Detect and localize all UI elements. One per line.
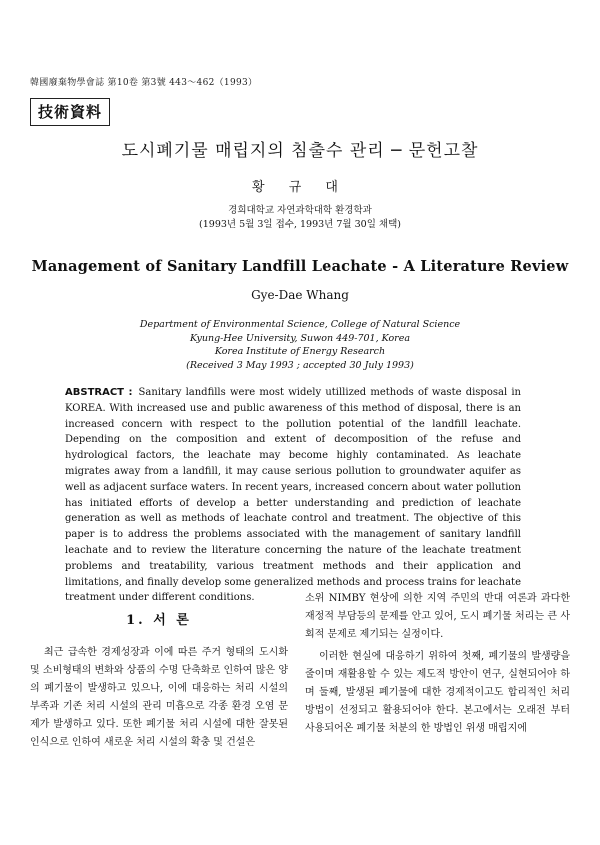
affil-university: Kyung-Hee University, Suwon 449-701, Korea xyxy=(189,332,411,344)
body-right-column xyxy=(305,590,570,738)
affil-institute: Korea Institute of Energy Research xyxy=(214,346,386,357)
section-heading: 1. 서 론 xyxy=(126,613,192,628)
korean-affiliation xyxy=(0,204,600,232)
intro-paragraph-3: 이러한 현실에 대응하기 위하여 첫째, 폐기물의 발생량을 줄이며 재활용할 수 있는 제도적 방안이 연구, 실현되어야 하며 둘째, 발생된 폐기물에 대한 경제적이고도 합리적인 처리 방법이 선정되고 활용되어야 한다. 본고에서는 오래전 부터 사용되어온 폐기물 처분의 한 방법인 위생 매립지에 xyxy=(305,651,570,734)
intro-paragraph-1: 최근 급속한 경제성장과 이에 따른 주거 형태의 도시화 및 소비형태의 변화와 상품의 수명 단축화로 인하여 많은 양의 폐기물이 발생하고 있으나, 이에 대응하는 처리 시설의 부족과 기존 처리 시설의 관리 미흡으로 각종 환경 오염 문제가 발생하고 있다. 또한 폐기물 처리 시설에 대한 잘못된 인식으로 인하여 새로운 처리 시설의 확충 및 건설은 xyxy=(30,647,288,748)
abstract-label: ABSTRACT : xyxy=(65,387,133,398)
journal-citation: 韓國廢棄物學會誌 第10卷 第3號 443～462（1993） xyxy=(30,78,258,88)
article-type-badge: 技術資料 xyxy=(30,98,110,126)
body-left-column xyxy=(30,590,288,752)
english-author: Gye-Dae Whang xyxy=(251,288,349,302)
intro-paragraph-2: 소위 NIMBY 현상에 의한 지역 주민의 반대 여론과 과다한 재정적 부담등의 문제를 안고 있어, 도시 폐기물 처리는 큰 사회적 문제로 제기되는 실정이다. xyxy=(305,593,570,640)
received-dates: (Received 3 May 1993 ; accepted 30 July 1993) xyxy=(186,359,414,371)
abstract-text: Sanitary landfills were most widely utillized methods of waste disposal in KOREA. With increased use and public awareness of this method of disposal, there is an increased concern with respect to the pollution potential of the landfill leachate. Depending on the composition and extent of decomposition of the refuse and hydrological factors, the leachate may become highly contaminated. As leachate migrates away from a landfill, it may cause serious pollution to groundwater aquifer as well as adjacent surface waters. In recent years, increased concern about water pollution has initiated efforts of develop a better understanding and prediction of leachate generation as well as methods of leachate control and treatment. The objective of this paper is to address the problems associated with the management of sanitary landfill leachate and to review the literature concerning the nature of the leachate treatment problems and treatability, various treatment methods and their application and limitations, and finally develop some generalized methods and process trains for leachate treatment under different conditions. xyxy=(65,387,521,604)
abstract xyxy=(65,385,521,606)
korean-author: 황 규 대 xyxy=(252,180,348,195)
english-title: Management of Sanitary Landfill Leachate - A Literature Review xyxy=(31,258,569,275)
korean-dates: (1993년 5월 3일 접수, 1993년 7월 30일 채택) xyxy=(199,219,401,230)
korean-affiliation-dept: 경희대학교 자연과학대학 환경학과 xyxy=(228,205,372,216)
english-affiliation xyxy=(0,318,600,372)
affil-department: Department of Environmental Science, College of Natural Science xyxy=(139,319,461,330)
korean-title: 도시폐기물 매립지의 침출수 관리 ─ 문헌고찰 xyxy=(121,141,479,161)
